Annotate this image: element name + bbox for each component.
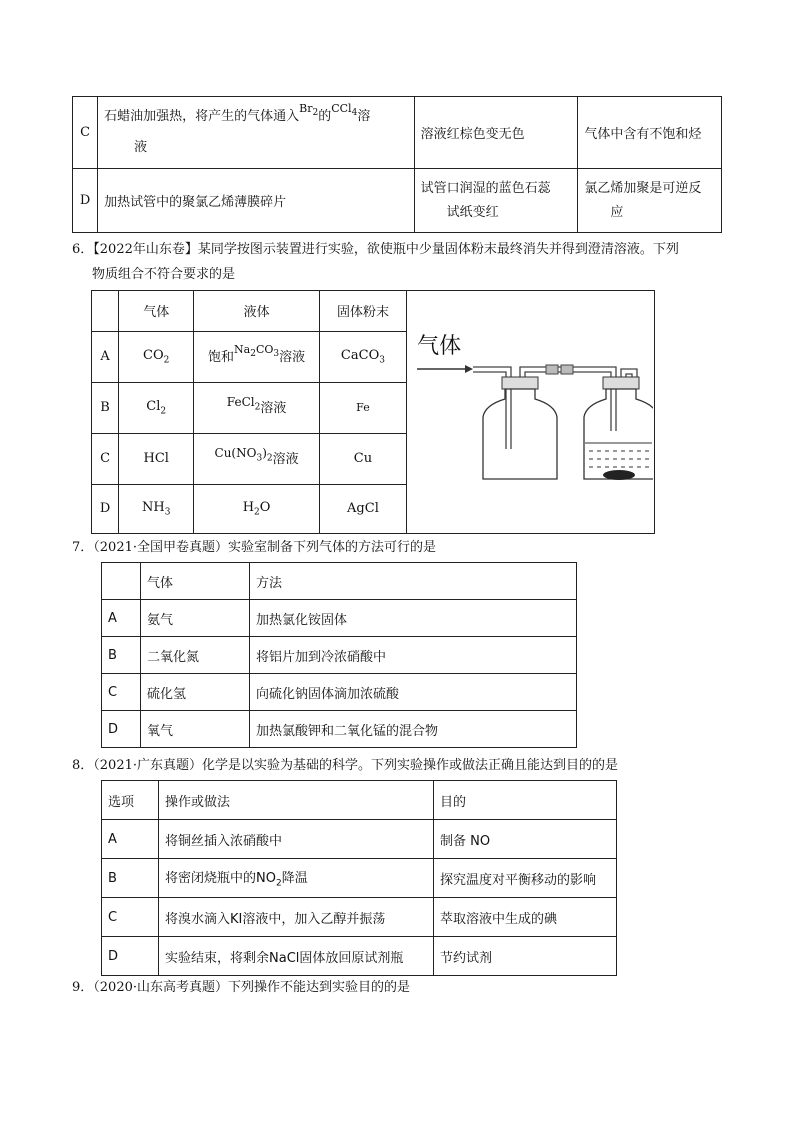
formula: CO <box>255 343 274 357</box>
formula-sub: 3 <box>273 349 280 360</box>
operation-cell: 将铜丝插入浓硝酸中 <box>159 820 434 859</box>
header-solid: 固体粉末 <box>319 291 406 332</box>
question-number: 7． <box>72 540 94 555</box>
question-6-stem-cont: 物质组合不符合要求的是 <box>92 267 236 282</box>
method-cell: 加热氯化铵固体 <box>250 600 577 637</box>
table-row <box>102 600 577 637</box>
conclusion-text: 氯乙烯加聚是可逆反 <box>584 180 702 196</box>
formula: Cl <box>146 399 161 415</box>
header-empty <box>92 291 119 332</box>
phenomenon-cell <box>414 169 578 233</box>
wash-bottle-apparatus <box>407 291 653 533</box>
formula-sub: 2 <box>275 878 282 889</box>
formula-sub: 3 <box>256 453 263 464</box>
formula: O <box>259 500 271 516</box>
option-label: B <box>102 637 141 674</box>
option-label: C <box>102 674 141 711</box>
operation-text: 的 <box>318 109 332 125</box>
q5-table <box>72 96 722 233</box>
formula: FeCl <box>226 395 255 410</box>
purpose-cell: 萃取溶液中生成的碘 <box>434 898 617 937</box>
operation-text: 将溴水滴入 <box>165 911 231 927</box>
question-number: 8． <box>72 758 94 773</box>
operation-text: 液 <box>134 139 148 155</box>
purpose-cell: 制备 NO <box>434 820 617 859</box>
liquid-text: 溶液 <box>279 350 306 366</box>
apparatus-figure <box>407 291 655 534</box>
gas-cell: 二氧化氮 <box>141 637 250 674</box>
operation-text: 溶 <box>357 109 371 125</box>
formula-sub: 2 <box>163 355 170 366</box>
formula-sub: 2 <box>312 108 319 119</box>
method-cell: 将铝片加到冷浓硝酸中 <box>250 637 577 674</box>
solid-cell: Fe <box>319 382 406 433</box>
operation-text: 将密闭烧瓶中的 <box>165 871 257 887</box>
table-row <box>102 781 617 820</box>
question-number: 6． <box>72 242 94 257</box>
question-7-stem <box>72 536 436 555</box>
question-text: 化学是以实验为基础的科学。下列实验操作或做法正确且能达到目的的是 <box>202 758 619 773</box>
question-source: （2021·全国甲卷真题） <box>93 540 228 555</box>
header-option: 选项 <box>102 781 159 820</box>
table-row <box>102 637 577 674</box>
formula: ) <box>262 446 267 461</box>
conclusion-cell: 气体中含有不饱和烃 <box>578 97 722 169</box>
option-label: A <box>92 331 119 382</box>
purpose-cell: 探究温度对平衡移动的影响 <box>434 859 617 898</box>
option-label: D <box>73 169 98 233</box>
operation-cell <box>159 937 434 976</box>
phenomenon-cell: 溶液红棕色变无色 <box>414 97 578 169</box>
purpose-cell: 节约试剂 <box>434 937 617 976</box>
formula: NH <box>142 500 165 516</box>
formula: NO <box>256 871 276 887</box>
formula: KI <box>230 911 243 927</box>
question-source: 【2022年山东卷】 <box>93 242 198 257</box>
q8-table <box>101 780 617 976</box>
gas-cell <box>119 382 194 433</box>
table-row <box>102 711 577 748</box>
header-gas: 气体 <box>119 291 194 332</box>
liquid-text: 溶液 <box>272 452 299 468</box>
operation-cell <box>159 859 434 898</box>
question-source: （2020·山东高考真题） <box>93 980 228 995</box>
header-gas: 气体 <box>141 563 250 600</box>
table-row <box>92 291 655 332</box>
operation-text: 固体放回原试剂瓶 <box>299 950 404 966</box>
formula-sub: 2 <box>160 406 167 417</box>
formula: CCl <box>331 102 352 116</box>
method-cell: 向硫化钠固体滴加浓硫酸 <box>250 674 577 711</box>
gas-cell: HCl <box>119 433 194 484</box>
option-label: D <box>92 484 119 533</box>
operation-text: 溶液中，加入乙醇并振荡 <box>242 911 386 927</box>
option-label: A <box>102 600 141 637</box>
formula-sub: 3 <box>379 355 385 366</box>
option-label: D <box>102 711 141 748</box>
conclusion-text: 应 <box>610 204 624 220</box>
table-row <box>102 674 577 711</box>
table-row <box>102 563 577 600</box>
formula-sub: 2 <box>254 507 260 518</box>
operation-cell: 加热试管中的聚氯乙烯薄膜碎片 <box>98 169 414 233</box>
option-label: B <box>92 382 119 433</box>
formula: Na <box>234 343 251 357</box>
operation-text: 降温 <box>281 871 308 887</box>
solid-cell <box>319 331 406 382</box>
formula-sub: 2 <box>254 402 261 413</box>
formula-sub: 2 <box>266 453 273 464</box>
table-row <box>73 97 722 169</box>
header-purpose: 目的 <box>434 781 617 820</box>
question-8-stem <box>72 754 618 773</box>
gas-cell: 氧气 <box>141 711 250 748</box>
gas-cell <box>119 331 194 382</box>
question-number: 9． <box>72 980 94 995</box>
question-text: 下列操作不能达到实验目的的是 <box>228 980 411 995</box>
gas-cell: 硫化氢 <box>141 674 250 711</box>
liquid-cell <box>194 382 319 433</box>
formula-sub: 3 <box>164 507 171 518</box>
method-cell: 加热氯酸钾和二氧化锰的混合物 <box>250 711 577 748</box>
liquid-text: 溶液 <box>260 401 287 417</box>
option-label: A <box>102 820 159 859</box>
gas-cell <box>119 484 194 533</box>
operation-text: 石蜡油加强热，将产生的气体通入 <box>104 109 300 125</box>
option-label: C <box>102 898 159 937</box>
table-row <box>102 820 617 859</box>
formula: Br <box>299 102 313 116</box>
table-row <box>102 859 617 898</box>
option-label: B <box>102 859 159 898</box>
header-operation: 操作或做法 <box>159 781 434 820</box>
formula-sub: 4 <box>351 108 358 119</box>
operation-cell <box>159 898 434 937</box>
question-text: 实验室制备下列气体的方法可行的是 <box>228 540 437 555</box>
formula: H <box>242 500 255 516</box>
solid-cell: Cu <box>319 433 406 484</box>
phenomenon-text: 试纸变红 <box>446 204 499 220</box>
option-label: C <box>73 97 98 169</box>
solid-cell: AgCl <box>319 484 406 533</box>
formula: CO <box>143 348 164 364</box>
operation-text: 实验结束，将剩余 <box>165 950 270 966</box>
table-row <box>102 937 617 976</box>
formula-sub: 2 <box>250 349 256 360</box>
header-liquid: 液体 <box>194 291 319 332</box>
header-empty <box>102 563 141 600</box>
phenomenon-text: 试管口润湿的蓝色石蕊 <box>420 180 551 196</box>
formula: CaCO <box>340 348 380 364</box>
question-text: 某同学按图示装置进行实验，欲使瓶中少量固体粉末最终消失并得到澄清溶液。下列 <box>197 242 679 257</box>
liquid-cell <box>194 433 319 484</box>
formula: Cu(NO <box>214 446 257 461</box>
option-label: C <box>92 433 119 484</box>
header-method: 方法 <box>250 563 577 600</box>
question-source: （2021·广东真题） <box>93 758 202 773</box>
liquid-text: 饱和 <box>208 350 235 366</box>
question-6-stem <box>72 238 679 257</box>
figure-label: 气体 <box>417 334 462 359</box>
formula: NaCl <box>269 950 300 966</box>
q6-table <box>91 290 655 534</box>
operation-cell <box>98 97 414 169</box>
liquid-cell <box>194 484 319 533</box>
liquid-cell <box>194 331 319 382</box>
option-label: D <box>102 937 159 976</box>
conclusion-cell <box>578 169 722 233</box>
table-row <box>102 898 617 937</box>
question-9-stem <box>72 976 410 995</box>
q7-table <box>101 562 577 748</box>
gas-cell: 氨气 <box>141 600 250 637</box>
table-row <box>73 169 722 233</box>
